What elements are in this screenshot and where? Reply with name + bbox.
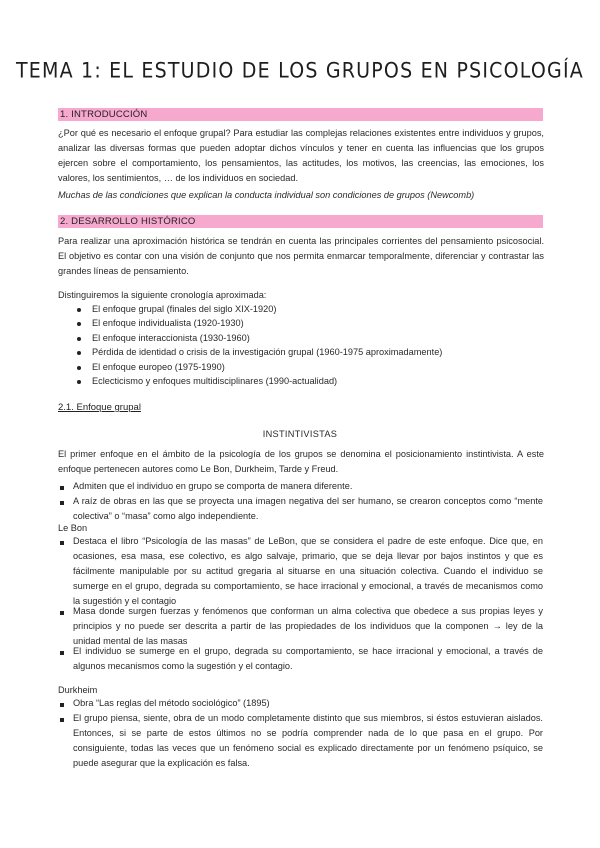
page-title: TEMA 1: EL ESTUDIO DE LOS GRUPOS EN PSICOLOGÍA — [16, 58, 584, 84]
list-item: Pérdida de identidad o crisis de la investigación grupal (1960-1975 aproximadamente) — [92, 347, 443, 357]
list-item: El enfoque europeo (1975-1990) — [92, 362, 225, 372]
list-item: El enfoque grupal (finales del siglo XIX-1920) — [92, 304, 277, 314]
list-item: Eclecticismo y enfoques multidisciplinares (1990-actualidad) — [92, 376, 338, 386]
section-heading-desarrollo — [58, 215, 543, 228]
bullet-item: Masa donde surgen fuerzas y fenómenos que conforman un alma colectiva que obedece a sus propias leyes y principios y no puede ser descrita a partir de las propiedades de los individuos que la componen → ley de la unidad mental de las masas — [73, 606, 543, 646]
subsection-heading-enfoque-grupal: 2.1. Enfoque grupal — [58, 402, 141, 413]
desarrollo-paragraph: Para realizar una aproximación histórica se tendrán en cuenta las principales corrientes del pensamiento psicosocial. El objetivo es contar con una visión de conjunto que nos permita enmarcar temporalmente, diferenciar y contrastar las grandes líneas de pensamiento. — [58, 236, 544, 276]
bullet-dot — [77, 351, 81, 355]
bullet-square — [60, 501, 64, 505]
bullet-square — [60, 703, 64, 707]
bullet-square — [60, 651, 64, 655]
list-item: El enfoque interaccionista (1930-1960) — [92, 333, 250, 343]
section-heading-text: 2. DESARROLLO HISTÓRICO — [60, 216, 196, 227]
bullet-dot — [77, 337, 81, 341]
lebon-label: Le Bon — [58, 523, 88, 533]
bullet-dot — [77, 380, 81, 384]
section-heading-text: 1. INTRODUCCIÓN — [60, 109, 148, 120]
bullet-item: A raíz de obras en las que se proyecta una imagen negativa del ser humano, se crearon conceptos como “mente colectiva” o “masa” como algo independiente. — [73, 496, 543, 521]
bullet-item: Admiten que el individuo en grupo se comporta de manera diferente. — [73, 481, 353, 491]
bullet-square — [60, 486, 64, 490]
bullet-dot — [77, 322, 81, 326]
bullet-item: El grupo piensa, siente, obra de un modo completamente distinto que sus miembros, si éstos estuvieran aislados. Entonces, si se parte de estos últimos no se podría comprender nada de lo que pasa en el grupo. Por consiguiente, todas las veces que un fenómeno social es explicado directamente por un fenómeno psíquico, se puede asegurar que la explicación es falsa. — [73, 713, 543, 768]
bullet-item: Destaca el libro “Psicología de las masas” de LeBon, que se considera el padre de este enfoque. Dice que, en ocasiones, esa masa, ese colectivo, es algo salvaje, primario, que se deja llevar por bajos instintos y que es fácilmente manipulable por su actitud gregaria al situarse en una situación colectiva. Cuando el individuo se sumerge en el grupo, degrada su comportamiento, se hace irracional y emocional, a través de mecanismos como la sugestión y el contagio — [73, 536, 543, 606]
bullet-dot — [77, 308, 81, 312]
durkheim-label: Durkheim — [58, 685, 98, 695]
bullet-square — [60, 541, 64, 545]
bullet-square — [60, 718, 64, 722]
intro-paragraph: ¿Por qué es necesario el enfoque grupal? Para estudiar las complejas relaciones existentes entre individuos y grupos, analizar las diversas formas que pueden adoptar dichos vínculos y tener en cuenta las influencias que los grupos ejercen sobre el comportamiento, los pensamientos, las actitudes, los motivos, las creencias, las emociones, los valores, los sentimientos, … de los individuos en sociedad. — [58, 128, 544, 183]
instintivistas-paragraph: El primer enfoque en el ámbito de la psicología de los grupos se denomina el posicionamiento instintivista. A este enfoque pertenecen autores como Le Bon, Durkheim, Tarde y Freud. — [58, 449, 544, 474]
list-item: El enfoque individualista (1920-1930) — [92, 318, 244, 328]
bullet-item: Obra “Las reglas del método sociológico” (1895) — [73, 698, 270, 708]
instintivistas-heading: INSTINTIVISTAS — [262, 429, 338, 439]
bullet-item: El individuo se sumerge en el grupo, degrada su comportamiento, se hace irracional y emocional, a través de algunos mecanismos como la sugestión y el contagio. — [73, 646, 543, 671]
bullet-square — [60, 611, 64, 615]
bullet-dot — [77, 366, 81, 370]
section-heading-introduccion — [58, 108, 543, 121]
chronology-intro: Distinguiremos la siguiente cronología aproximada: — [58, 290, 267, 300]
newcomb-quote: Muchas de las condiciones que explican la conducta individual son condiciones de grupos (Newcomb) — [58, 190, 475, 200]
